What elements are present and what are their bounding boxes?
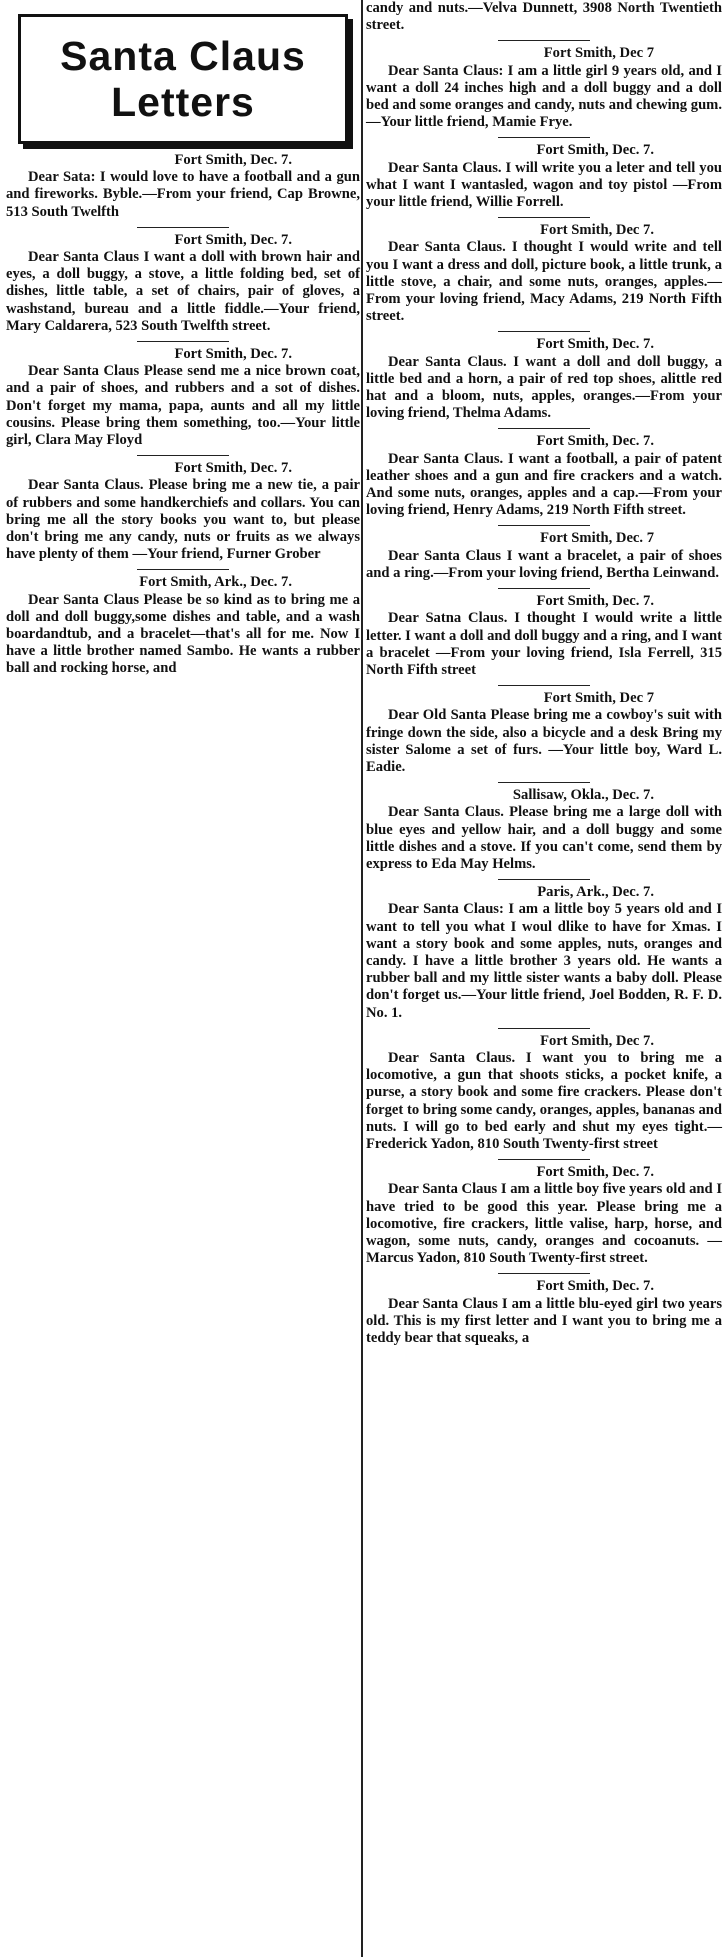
letter-body: Dear Santa Claus. I want a doll and doll buggy, a little bed and a horn, a pair of red top shoes, alittle red hat and a bloom, nuts, apples, oranges.—From your loving friend, Thelma Adams. — [366, 353, 722, 422]
separator-rule — [498, 1028, 590, 1029]
separator-rule — [137, 227, 229, 228]
letter-body: Dear Old Santa Please bring me a cowboy's suit with fringe down the side, also a bicycle and a desk Bring my sister Salome a set of furs. —Your little boy, Ward L. Eadie. — [366, 707, 722, 775]
letter — [366, 0, 722, 34]
separator-rule — [137, 569, 229, 570]
letter-body: Dear Santa Claus: I am a little boy 5 years old and I want to tell you what I woul dlike to have for Xmas. I want a story book and some apples, nuts, oranges and candy. I have a little brother 3 years old. He wants a rubber ball and my little sister wants a baby doll. Please don't forget us.—Your little friend, Joel Bodden, R. F. D. No. 1. — [366, 901, 722, 1021]
separator-rule — [137, 455, 229, 456]
letter-body: Dear Santa Claus. I want you to bring me a locomotive, a gun that shoots sticks, a pocket knife, a purse, a story book and some fire crackers. Please don't forget to bring some candy, oranges, apples, bananas and nuts. I will go to bed early and shut my eyes tight.—Frederick Yadon, 810 South Twenty-first street — [366, 1049, 722, 1152]
letter — [366, 879, 722, 1022]
separator-rule — [498, 525, 590, 526]
letter-body: Dear Santa Claus: I am a little girl 9 years old, and I want a doll 24 inches high and a doll buggy and a doll bed and some oranges and candy, nuts and chewing gum.—Your little friend, Mamie Frye. — [366, 62, 722, 131]
right-column — [366, 0, 722, 1347]
letter-dateline: Fort Smith, Dec. 7. — [536, 433, 654, 450]
letter — [366, 40, 722, 131]
separator-rule — [498, 588, 590, 589]
letter-body: Dear Santa Claus I am a little blu-eyed girl two years old. This is my first letter and I want you to bring me a teddy bear that squeaks, a — [366, 1295, 722, 1347]
letter-dateline: Fort Smith, Dec. 7. — [174, 460, 292, 477]
left-column — [6, 0, 360, 678]
letter-body: Dear Santa Claus. I want a football, a pair of patent leather shoes and a gun and fire crackers and a watch. And some nuts, oranges, apples and a cap.—From your loving friend, Henry Adams, 219 North Fifth street. — [366, 450, 722, 519]
letter-dateline: Fort Smith, Ark., Dec. 7. — [139, 574, 292, 591]
letter-dateline: Sallisaw, Okla., Dec. 7. — [512, 787, 654, 804]
letter — [366, 217, 722, 325]
letter-dateline: Fort Smith, Dec. 7. — [536, 1278, 654, 1295]
letter-dateline: Fort Smith, Dec. 7. — [174, 346, 292, 363]
letter — [366, 588, 722, 679]
separator-rule — [137, 341, 229, 342]
column-rule — [361, 0, 363, 1957]
letter — [366, 331, 722, 422]
separator-rule — [498, 1273, 590, 1274]
masthead-line-1: Santa Claus — [60, 33, 306, 79]
letter-body: Dear Santa Claus. I will write you a leter and tell you what I want I wantasled, wagon and toy pistol —From your little friend, Willie Forrell. — [366, 159, 722, 211]
letter — [6, 227, 360, 335]
separator-rule — [498, 217, 590, 218]
letter — [6, 569, 360, 677]
letter-body: Dear Santa Claus. Please bring me a large doll with blue eyes and yellow hair, and a doll buggy and some little dishes and a stove. If you can't come, send them by express to Eda May Helms. — [366, 804, 722, 872]
letter-body: Dear Santa Claus. Please bring me a new tie, a pair of rubbers and some handkerchiefs and collars. You can bring me all the story books you want to, but please don't bring me any candy, nuts or fruits as we always have plenty of them —Your friend, Furner Grober — [6, 477, 360, 563]
separator-rule — [498, 879, 590, 880]
letter-dateline: Fort Smith, Dec. 7. — [536, 593, 654, 610]
letter — [366, 1028, 722, 1153]
letter — [6, 455, 360, 563]
letter-body: Dear Satna Claus. I thought I would write a little letter. I want a doll and doll buggy and a ring, and I want a bracelet —From your loving friend, Isla Ferrell, 315 North Fifth street — [366, 610, 722, 678]
letter-dateline: Fort Smith, Dec. 7. — [536, 1164, 654, 1181]
letter-body: Dear Sata: I would love to have a football and a gun and fireworks. Byble.—From your friend, Cap Browne, 513 South Twelfth — [6, 169, 360, 220]
separator-rule — [498, 137, 590, 138]
letter — [366, 685, 722, 776]
separator-rule — [498, 685, 590, 686]
letter-body: candy and nuts.—Velva Dunnett, 3908 North Twentieth street. — [366, 0, 722, 34]
letter-dateline: Fort Smith, Dec. 7. — [536, 142, 654, 159]
letter — [366, 782, 722, 873]
letter-dateline: Fort Smith, Dec 7. — [540, 1032, 654, 1049]
letter-body: Dear Santa Claus Please be so kind as to bring me a doll and doll buggy,some dishes and table, and a wash boardandtub, and a bracelet—that's all for me. Now I have a little brother named Sambo. He wants a rubber ball and rocking horse, and — [6, 591, 360, 677]
letter-dateline: Fort Smith, Dec. 7 — [540, 530, 654, 547]
masthead-line-2: Letters — [111, 79, 255, 125]
letter-body: Dear Santa Claus I am a little boy five years old and I have tried to be good this year. Please bring me a locomotive, fire crackers, little valise, harp, horse, and wagon, some nuts, candy, oranges and cocoanuts. —Marcus Yadon, 810 South Twenty-first street. — [366, 1181, 722, 1267]
letter — [366, 1273, 722, 1347]
masthead — [18, 14, 348, 144]
letter — [366, 137, 722, 211]
letter-body: Dear Santa Claus Please send me a nice brown coat, and a pair of shoes, and rubbers and a sot of dishes. Don't forget my mama, papa, aunts and all my little cousins. Please bring them something, too.—Your little girl, Clara May Floyd — [6, 363, 360, 449]
letter-dateline: Paris, Ark., Dec. 7. — [537, 884, 654, 901]
letter-dateline: Fort Smith, Dec. 7. — [174, 152, 292, 168]
letter — [6, 341, 360, 449]
letter — [366, 525, 722, 582]
letter — [366, 1159, 722, 1267]
letter-dateline: Fort Smith, Dec 7. — [540, 222, 654, 239]
letter-dateline: Fort Smith, Dec. 7. — [536, 336, 654, 353]
letter — [6, 152, 360, 221]
letter-dateline: Fort Smith, Dec 7 — [543, 690, 654, 707]
letter-body: Dear Santa Claus I want a bracelet, a pair of shoes and a ring.—From your loving friend, Bertha Leinwand. — [366, 547, 722, 581]
letter-dateline: Fort Smith, Dec 7 — [543, 45, 654, 62]
separator-rule — [498, 331, 590, 332]
separator-rule — [498, 40, 590, 41]
separator-rule — [498, 782, 590, 783]
letter-body: Dear Santa Claus. I thought I would write and tell you I want a dress and doll, picture book, a little trunk, a little stove, a chair, and some nuts, oranges, apples.—From your loving friend, Macy Adams, 219 North Fifth street. — [366, 239, 722, 325]
letter-body: Dear Santa Claus I want a doll with brown hair and eyes, a doll buggy, a stove, a little folding bed, set of dishes, little table, a set of chairs, pair of gloves, a washstand, bureau and a little fiddle.—Your friend, Mary Caldarera, 523 South Twelfth street. — [6, 249, 360, 334]
letter — [366, 428, 722, 519]
separator-rule — [498, 428, 590, 429]
letter-dateline: Fort Smith, Dec. 7. — [174, 231, 292, 248]
separator-rule — [498, 1159, 590, 1160]
